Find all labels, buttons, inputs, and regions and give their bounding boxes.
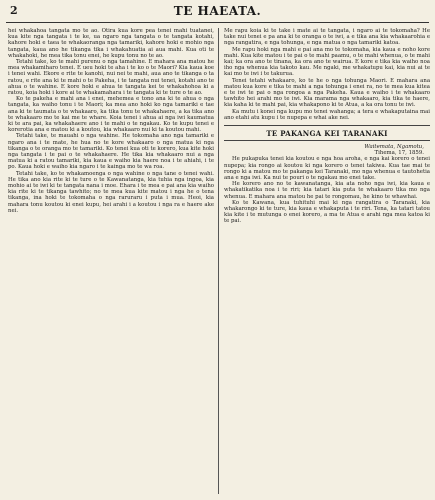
paragraph: He pukapuka tenei kia koutou e nga hoa aroha, e nga kai korero o tenei nupepa; kia rongo ai koutou ki nga korero o tenei takiwa. Kua tae mai te rongo ki a matou mo te pakanga kei Taranaki, mo nga whenua e tautohetia ana e nga iwi. Ka nui te pouri o te ngakau mo enei take. [224,156,430,182]
newspaper-title: TE HAEATA. [173,4,262,18]
page-header [0,0,435,24]
header-rule [6,22,429,23]
paragraph: He korero ano no te kawanatanga, kia ata noho nga iwi, kia kaua e whakatikatika noa i te riri; kia tatari kia puta te whakaaro tika mo nga whenua. E mahara ana matou he pai te rongomau, he kino te whawhai. [224,181,430,200]
paragraph: Tetahi take, te mauahi o nga wahine. He tokomaha ano nga tamariki e ngaro ana i te mate, he hua no te kore whakaaro o nga matua ki nga tikanga o te oranga mo te tamariki. Ko tenei kua oti te korero, kua kite hoki nga tangata i te pai o te whakahaere. He tika kia whakaaro nui a nga matua ki a ratou tamariki, kia kaua e waiho kia haere noa i te ahiahi, i te po. Kaua hoki e waiho kia ngaro i te kainga mo te wa roa. [8,133,214,171]
column-divider [218,28,219,494]
section-rule [224,125,430,126]
paragraph: hei whakahoa tangata mo te ao. Otira kua kore pea tenei mahi tuatanei, kua kite nga tangata i te ke, ua ngaro nga tangata o te tangata kotahi, kahore hoki e taea te whakaoranga nga tamariki, kahore hoki e mohio nga tangata, kaua ano he tikanga tika i whakahuatia ai aua mahi. Kua oti te whakahoki, he mea tika tonu enei, he kupu tonu no te ao. [8,28,214,59]
paragraph: Ko te Kawana, kua tuhituhi mai ki nga rangatira o Taranaki, kia whakarongo ki te ture, kia kaua e whakaputa i te riri. Tena, ka tatari tatou kia kite i te mutunga o enei korero, a ma te Atua e arahi nga mea katoa ki te pai. [224,199,430,225]
section-rule [224,140,430,141]
section-date: Tihema, 17, 1859. [374,150,424,157]
right-column [224,28,430,494]
paragraph: Me rapu hoki nga mahi e pai ana mo te tokomaha, kia kaua e noho kore mahi. Kua kite matou i te pai o te mahi paamu, o te mahi whenua, o te mahi kai; ka ora ano te tinana, ka ora ano te wairua. E kore e tika kia waiho noa iho nga whenua kia takoto kau. Me ngaki, me whakatupu kai, kia nui ai te kai mo te iwi i te takurua. [224,46,430,78]
paragraph: Tetahi take, ko te mahi purenu o nga tamahine. E mahara ana matou he mea whakamiharo tenei. E ueu hoki te aha i te ko o te Maori? Kia kaua koe i tenei wahi. Ekore e rite te kanohi, nui nei te mahi, aua ano te tikanga o ta ratou, e rite ana ki te mahi o te Pakeha, i te tangata nui tenei, kotahi ano te ahua o te wahine. E kore hoki e ahua te tangata kei te whakahohoa ki a ratou, koia hoki i kore ai te whakamahara i te tangata ki te ture o te ao. [8,59,214,97]
paragraph: Ko te pakeha e mahi ana i enei, mehemea e tono ana ki te ahua o nga tangata, ka waiho tonu i te Maori; ka mea ano hoki ko nga tamariki e tae ana ki te taumata o te whakaaro, ka tika tonu te whakahaere, a ka tika ano te whakaaro mo te kai me te whare. Koia tenei i ahua ai nga iwi kaumatua ki te ara pai, ka whakahaere ano i te mahi o te ngakau. Ko te kupu tenei e korerotia ana e matou ki a koutou, kia whakaaro nui ki ta koutou mahi. [8,96,214,134]
left-column [8,28,214,494]
paragraph: Ka mutu i konei nga kupu mo tenei wahanga; a tera e whakaputaina mai ano etahi atu kupu i te nupepa e whai ake nei. [224,108,430,121]
page-number: 2 [10,4,18,17]
paragraph: Me rapu koia ki te take i mate ai te tangata, i ngaro ai te tokomaha? He take nui tenei e pa ana ki te oranga o te iwi, a e tika ana kia whakaarohia e nga rangatira, e nga tohunga, e nga matua o nga tamariki katoa. [224,28,430,47]
paragraph: Tetahi take, ko te whakamoenga o nga wahine o nga tane o tenei wahi. He tika ano kia rite ki te ture o te Kawanatanga, kia tuhia nga ingoa, kia mohio ai te iwi ki te tangata nana i moe. Ehara i te mea e pai ana kia waiho kia rite ki te tikanga tawhito; no te mea kua kite matou i nga he o tena tikanga, ina hoki te tokomaha o nga raruraru i puta i mua. Heoi, kia mahara tonu koutou ki enei kupu, hei arahi i a koutou i nga ra e haere ake nei. [8,170,214,214]
section-title: TE PAKANGA KEI TARANAKI [266,129,388,139]
paragraph: Tenei tetahi whakaaro, ko te he o nga tohunga Maori. E mahara ana matou kua kore e tika te mahi a nga tohunga i enei ra, no te mea kua kitea e te iwi te pai o nga rongoa a nga Pakeha. Kaua e waiho i te whakaaro tawhito hei arahi mo te iwi. Kia marama nga whakaaro, kia tika te haere, kia kaha ki te mahi pai, kia whakapono ki te Atua, a ka ora tonu te iwi. [224,77,430,109]
section-place: Waitemata, Ngamotu, [364,144,424,151]
